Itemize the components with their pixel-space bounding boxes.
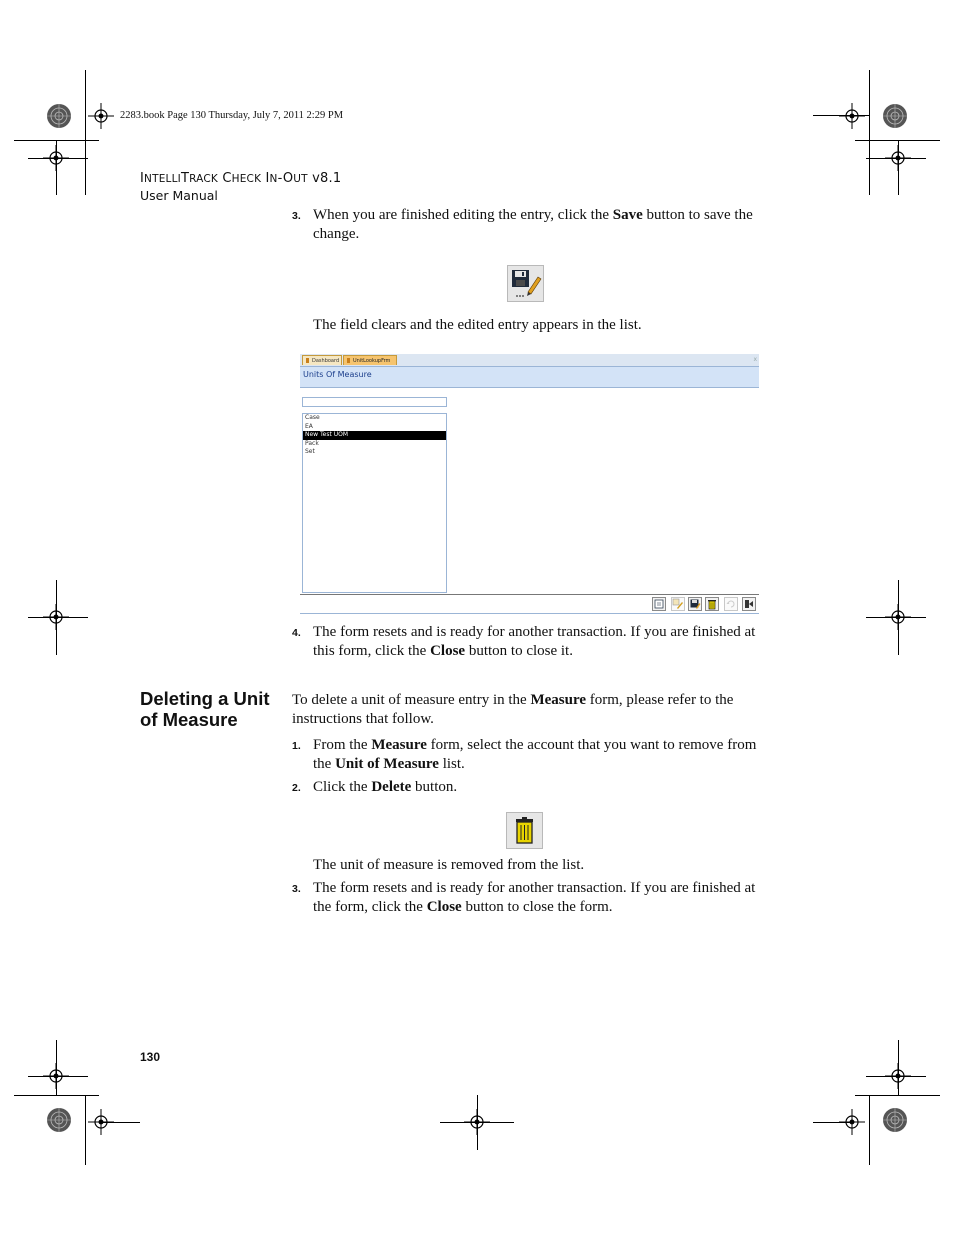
delete-intro: To delete a unit of measure entry in the Measure form, please refer to the instructions that follow. (292, 692, 734, 727)
edit-button[interactable] (671, 597, 685, 611)
form-title: Units Of Measure (303, 370, 372, 379)
tab-dashboard[interactable]: Dashboard (302, 355, 342, 365)
save-result-text: The field clears and the edited entry appears in the list. (313, 317, 642, 333)
registration-mark-icon (885, 1063, 911, 1089)
list-item[interactable]: Case (305, 414, 320, 421)
undo-arrow-icon (725, 598, 737, 610)
delete-button-illustration (506, 812, 543, 849)
delete-result-text: The unit of measure is removed from the list. (313, 857, 585, 873)
page-number: 130 (140, 1050, 161, 1064)
delete-step-1: 1. From the Measure form, select the account that you want to remove from the Unit of Measure list. (292, 737, 757, 772)
delete-button[interactable] (705, 597, 719, 611)
registration-mark-icon (885, 604, 911, 630)
undo-button[interactable] (724, 597, 738, 611)
registration-mark-icon (839, 103, 865, 129)
star-target-icon (46, 1107, 72, 1133)
running-title: INTELLITRACK CHECK IN-OUT v8.1 (140, 171, 342, 186)
registration-mark-icon (43, 1063, 69, 1089)
registration-mark-icon (43, 604, 69, 630)
delete-step-3: 3. The form resets and is ready for another transaction. If you are finished at the form, click the Close button to close the form. (292, 880, 756, 915)
save-disk-pencil-icon (508, 266, 543, 301)
star-target-icon (46, 103, 72, 129)
list-item[interactable]: EA (305, 422, 313, 430)
star-target-icon (882, 1107, 908, 1133)
list-item[interactable]: Set (305, 448, 315, 456)
registration-mark-icon (88, 103, 114, 129)
uom-list[interactable] (302, 413, 447, 593)
save-button[interactable] (688, 597, 702, 611)
form-header (300, 367, 759, 388)
close-tab-icon[interactable]: x (753, 356, 757, 363)
trash-can-icon (706, 598, 718, 610)
registration-mark-icon (464, 1109, 490, 1135)
star-target-icon (882, 103, 908, 129)
tab-bar (300, 354, 759, 367)
edit-pencil-icon (672, 598, 684, 610)
step-4-close: 4. The form resets and is ready for another transaction. If you are finished at this form, click the Close button to close it. (292, 624, 756, 659)
save-button-illustration (507, 265, 544, 302)
new-record-icon (653, 598, 665, 610)
trash-can-icon (507, 813, 542, 848)
step-3-save: 3. When you are finished editing the entry, click the Save button to save the change. (292, 207, 753, 242)
list-item-selected[interactable]: New Test UOM (303, 431, 446, 440)
delete-step-2: 2. Click the Delete button. (292, 779, 458, 795)
book-stamp: 2283.book Page 130 Thursday, July 7, 2011 2:29 PM (120, 110, 344, 121)
form-toolbar (300, 594, 759, 614)
close-button[interactable] (742, 597, 756, 611)
new-button[interactable] (652, 597, 666, 611)
save-disk-icon (689, 598, 701, 610)
running-subtitle: User Manual (140, 188, 218, 203)
list-item[interactable]: Pack (305, 439, 319, 447)
exit-door-icon (743, 598, 755, 610)
unit-lookup-form-screenshot (300, 354, 759, 616)
tab-doc-icon (306, 358, 309, 363)
tab-doc-icon (347, 358, 350, 363)
uom-input[interactable] (302, 397, 447, 407)
section-heading: Deleting a Unit of Measure (140, 688, 270, 730)
tab-unit-lookup-form[interactable]: UnitLookupFrm (343, 355, 397, 365)
